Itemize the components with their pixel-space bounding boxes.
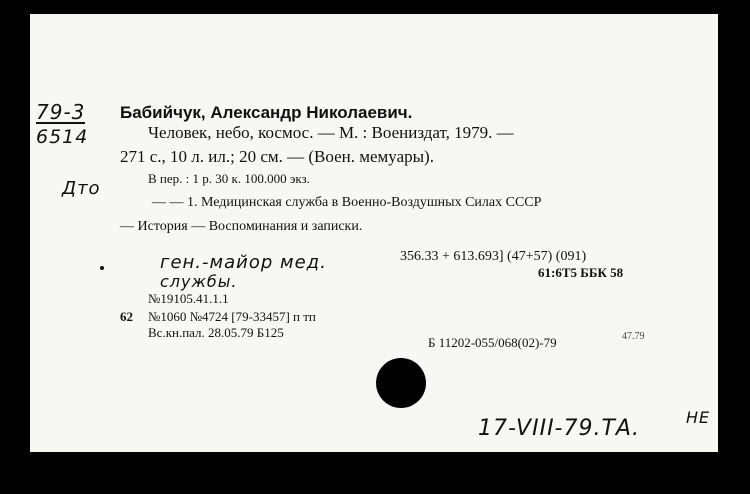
- handwritten-note-line-2: службы.: [160, 272, 238, 291]
- punch-hole: [376, 358, 426, 408]
- order-line: №1060 №4724 [79-33457] п тп: [148, 309, 316, 324]
- bottom-code: Б 11202-055/068(02)-79: [428, 335, 557, 350]
- title-line-1: Человек, небо, космос. — М. : Воениздат, 1979. —: [148, 123, 514, 142]
- left-edge-marks: [0, 158, 30, 328]
- handwritten-note-line-1: ген.-майор мед.: [160, 252, 327, 273]
- scan-border-bottom: [0, 452, 750, 494]
- bbk-classification: 61:6Т5 ББК 58: [538, 265, 624, 280]
- catalog-card: [30, 14, 720, 454]
- record-number: №19105.41.1.1: [148, 291, 229, 306]
- handwritten-date: 17-VIII-79.ТА.: [478, 416, 640, 441]
- bottom-code-extra: 47.79: [622, 331, 645, 342]
- margin-note: Дто: [62, 178, 101, 199]
- title-line-2: 271 с., 10 л. ил.; 20 см. — (Воен. мемуары).: [120, 147, 434, 166]
- handwritten-initials: НЕ: [686, 408, 711, 427]
- call-number-top: 79-3: [36, 100, 86, 124]
- price-line: В пер. : 1 р. 30 к. 100.000 экз.: [148, 171, 310, 186]
- subject-line-1: — — 1. Медицинская служба в Военно-Воздушных Силах СССР: [152, 195, 542, 210]
- order-prefix: 62: [120, 309, 133, 324]
- date-line: Вс.кн.пал. 28.05.79 Б125: [148, 325, 284, 340]
- scan-border-right: [718, 0, 750, 494]
- bullet-mark: [100, 266, 104, 270]
- udc-classification: 356.33 + 613.693] (47+57) (091): [400, 249, 587, 264]
- subject-line-2: — История — Воспоминания и записки.: [120, 219, 363, 234]
- call-number-bottom: 6514: [36, 126, 89, 148]
- author-heading: Бабийчук, Александр Николаевич.: [120, 103, 413, 122]
